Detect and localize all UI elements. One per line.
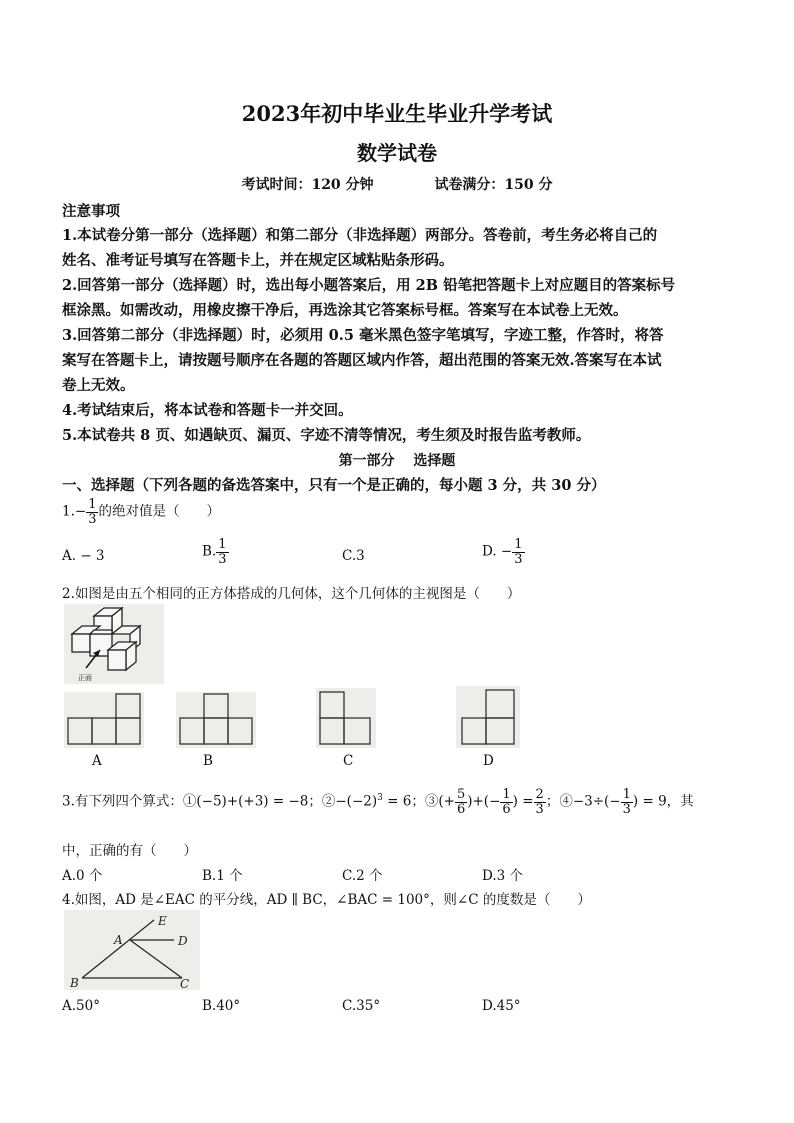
exam-subtitle: 数学试卷	[357, 141, 437, 165]
q2-label-c: C	[343, 753, 354, 769]
q2-label-b: B	[203, 753, 213, 769]
q3-frac-1-den: 6	[456, 801, 466, 817]
q2-option-a-figure	[64, 692, 144, 748]
q3-frac-2-num: 1	[502, 787, 511, 802]
q3-frac-4	[621, 788, 633, 816]
exam-time: 考试时间：120 分钟	[241, 177, 374, 193]
notice-line: 4.考试结束后，将本试卷和答题卡一并交回。	[62, 402, 353, 419]
q3-frac-1-num: 5	[456, 787, 466, 802]
q3-sep-1: ；②	[308, 793, 336, 810]
notice-line: 3.回答第二部分（非选择题）时，必须用 0.5 毫米黑色签字笔填写，字迹工整，作答时，将答	[62, 327, 664, 344]
q4-stem: 4.如图，AD 是∠EAC 的平分线，AD ∥ BC，∠BAC = 100°，则∠C 的度数是（ ）	[62, 892, 591, 908]
point-a-label: A	[114, 933, 123, 947]
exam-meta	[0, 174, 794, 194]
q3-stem	[62, 788, 694, 816]
point-c-label: C	[180, 977, 190, 990]
q3-expr-4b: ) = 9	[632, 793, 667, 810]
q3-frac-1	[455, 788, 467, 816]
q1-b-fraction	[216, 538, 228, 566]
q3-frac-4-num: 1	[622, 787, 631, 802]
q1-d-den: 3	[514, 551, 523, 567]
q3-option-b: B.1 个	[202, 868, 243, 884]
q3-option-d: D.3 个	[482, 868, 524, 884]
q2-option-c-figure	[316, 688, 376, 748]
q3-stem-line2: 中，正确的有（ ）	[62, 843, 197, 859]
q3-stem-a: 3.有下列四个算式：①	[62, 793, 197, 810]
q1-stem	[62, 498, 220, 526]
q4-option-b: B.40°	[202, 998, 241, 1014]
section-heading: 一、选择题（下列各题的备选答案中，只有一个是正确的，每小题 3 分，共 30 分）	[62, 477, 606, 494]
q2-option-d-figure	[456, 686, 520, 748]
q1-num: 1	[88, 497, 97, 512]
q3-frac-3	[534, 788, 546, 816]
q3-expr-2b: = 6	[382, 793, 412, 810]
q4-option-c: C.35°	[342, 998, 381, 1014]
q4-option-a: A.50°	[62, 998, 100, 1014]
q1-d-prefix: D. −	[482, 543, 513, 560]
q1-option-d	[482, 538, 525, 566]
q1-b-den: 3	[218, 551, 227, 567]
q4-option-d: D.45°	[482, 998, 521, 1014]
q4-triangle-figure	[64, 910, 200, 990]
q3-expr-4a: −3÷(−	[572, 793, 621, 810]
q1-d-fraction	[512, 538, 524, 566]
notice-line: 框涂黑。如需改动，用橡皮擦干净后，再选涂其它答案标号框。答案写在本试卷上无效。	[62, 302, 628, 319]
notice-line: 5.本试卷共 8 页、如遇缺页、漏页、字迹不清等情况，考生须及时报告监考教师。	[62, 427, 591, 444]
q1-b-num: 1	[218, 537, 227, 552]
q1-option-c: C.3	[342, 548, 365, 564]
front-label: 正面	[78, 674, 92, 682]
q1-option-b	[202, 538, 229, 566]
q3-expr-2a: −(−2)	[335, 793, 378, 810]
q3-frac-2-den: 6	[502, 801, 511, 817]
point-b-label: B	[70, 976, 79, 990]
q2-option-b-figure	[176, 692, 256, 748]
exam-title: 2023年初中毕业生毕业升学考试	[241, 101, 553, 126]
q3-expr-3c: ) =	[512, 793, 534, 810]
notice-line: 2.回答第一部分（选择题）时，选出每小题答案后，用 2B 铅笔把答题卡上对应题目的答案标号	[62, 277, 676, 294]
notice-line: 卷上无效。	[62, 377, 135, 394]
q3-option-a: A.0 个	[62, 868, 103, 884]
q1-b-prefix: B.	[202, 543, 217, 560]
q1-den: 3	[88, 511, 97, 527]
q2-label-d: D	[483, 753, 494, 769]
q3-sep-2: ；③	[411, 793, 439, 810]
part1-heading: 第一部分 选择题	[338, 453, 456, 469]
q3-stem-tail: ，其	[666, 793, 694, 810]
q2-label-a: A	[92, 753, 102, 769]
q3-frac-3-num: 2	[535, 787, 544, 802]
q3-frac-3-den: 3	[535, 801, 544, 817]
q3-expr-3b: )+(−	[467, 793, 501, 810]
q3-frac-2	[500, 788, 512, 816]
notice-line: 案写在答题卡上，请按题号顺序在各题的答题区域内作答，超出范围的答案无效.答案写在本试	[62, 352, 662, 369]
point-e-label: E	[158, 914, 167, 928]
notice-heading: 注意事项	[62, 203, 120, 220]
q1-fraction	[86, 498, 98, 526]
q1-option-a: A. − 3	[62, 548, 105, 564]
exam-score: 试卷满分：150 分	[434, 177, 553, 193]
q1-prefix: 1.	[62, 503, 75, 520]
q1-minus: −	[74, 503, 87, 520]
q3-expr-3a: (+	[438, 793, 455, 810]
q3-expr-1: (−5)+(+3) = −8	[196, 793, 309, 810]
notice-line: 1.本试卷分第一部分（选择题）和第二部分（非选择题）两部分。答卷前，考生务必将自己的	[62, 227, 658, 244]
q1-d-num: 1	[514, 537, 523, 552]
q2-stem: 2.如图是由五个相同的正方体搭成的几何体，这个几何体的主视图是（ ）	[62, 586, 521, 602]
q2-solid-figure	[64, 604, 164, 684]
notice-line: 姓名、准考证号填写在答题卡上，并在规定区域粘贴条形码。	[62, 252, 454, 269]
point-d-label: D	[178, 934, 188, 948]
q3-sep-3: ；④	[545, 793, 573, 810]
q3-option-c: C.2 个	[342, 868, 383, 884]
q3-expr-2-exp: 3	[377, 793, 383, 804]
q3-frac-4-den: 3	[622, 801, 631, 817]
q1-stem-tail: 的绝对值是（ ）	[98, 503, 220, 520]
